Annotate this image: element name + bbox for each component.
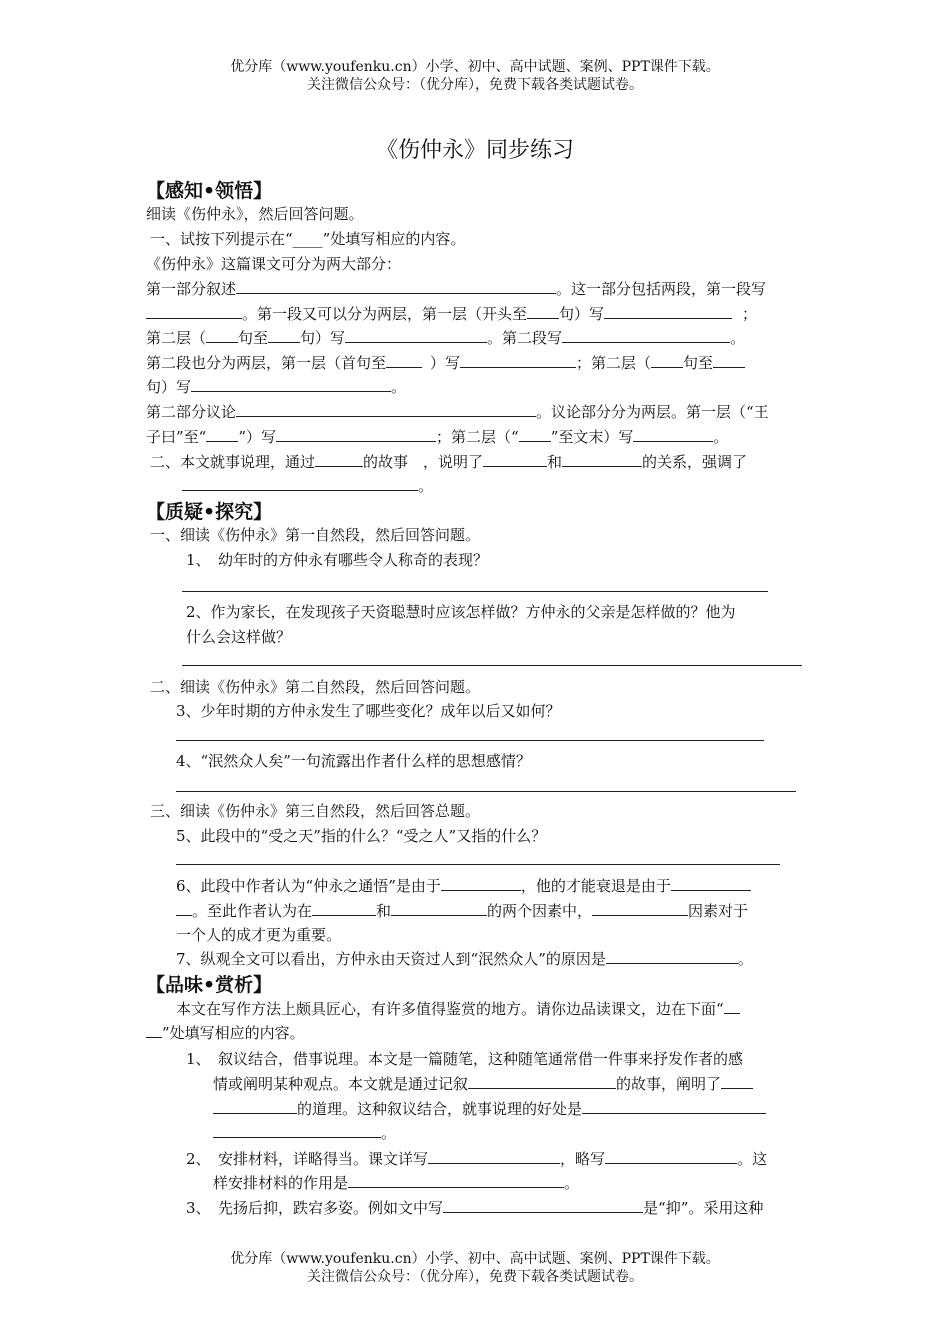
question-2-2: 二、细读《伤仲永》第二自然段，然后回答问题。 — [150, 678, 481, 696]
blank[interactable] — [460, 354, 576, 368]
blank[interactable] — [236, 280, 556, 294]
blank[interactable] — [146, 1024, 162, 1038]
fill-line-c — [146, 327, 810, 348]
fill-line-f — [146, 401, 810, 422]
text: 第二层（ — [146, 329, 207, 347]
blank[interactable] — [605, 1150, 737, 1164]
blank[interactable] — [315, 453, 363, 467]
section3-intro-line2 — [146, 1022, 810, 1043]
blank[interactable] — [713, 354, 745, 368]
blank[interactable] — [606, 950, 738, 964]
text: ”至文末）写 — [550, 428, 634, 446]
text: ”处填写相应的内容。 — [162, 1024, 305, 1042]
blank[interactable] — [604, 305, 732, 319]
text: 的道理。这种叙议结合，就事说理的好处是 — [297, 1100, 583, 1118]
section1-intro: 细读《伤仲永》，然后回答问题。 — [146, 205, 364, 223]
page-title: 《伤仲永》同步练习 — [375, 138, 574, 163]
blank[interactable] — [386, 354, 422, 368]
text: ，他的才能衰退是由于 — [520, 877, 671, 895]
text: 情或阐明某种观点。本文就是通过记叙 — [213, 1075, 469, 1093]
section3-intro-line1 — [176, 998, 840, 1019]
fill-line-d — [146, 352, 810, 373]
text: 句）写 — [146, 378, 192, 396]
text: ，略写 — [560, 1150, 606, 1168]
text: 句至 — [683, 354, 714, 372]
question-2-3: 三、细读《伤仲永》第三自然段，然后回答总题。 — [150, 802, 481, 820]
text: 。 — [564, 1174, 580, 1192]
answer-line[interactable] — [182, 591, 768, 592]
answer-line[interactable] — [182, 665, 802, 666]
item-7 — [176, 948, 840, 969]
blank[interactable] — [633, 428, 713, 442]
item-6-line1 — [176, 875, 840, 896]
blank[interactable] — [483, 453, 547, 467]
header-line-1: 优分库（www.youfenku.cn）小学、初中、高中试题、案例、PPT课件下载。 — [230, 59, 720, 75]
blank[interactable] — [391, 902, 487, 916]
text: 。 — [381, 1124, 397, 1142]
question-2-1: 一、细读《伤仲永》第一自然段，然后回答问题。 — [150, 526, 481, 544]
text: 因素对于 — [688, 902, 749, 920]
text: 。至此作者认为在 — [192, 902, 313, 920]
text: ”）写 — [238, 428, 277, 446]
text: 子曰”至“ — [146, 428, 207, 446]
blank[interactable] — [176, 902, 192, 916]
fill-line-e — [146, 376, 810, 397]
text: 是“抑”。采用这种 — [643, 1199, 764, 1217]
question-1: 一、试按下列提示在“____”处填写相应的内容。 — [150, 230, 466, 248]
blank[interactable] — [592, 902, 688, 916]
blank[interactable] — [527, 305, 559, 319]
blank[interactable] — [468, 1075, 616, 1089]
point-2-line1 — [186, 1148, 850, 1169]
point-1-line2 — [213, 1073, 877, 1094]
item-6-line2 — [176, 900, 840, 921]
text: 。 — [713, 428, 729, 446]
blank[interactable] — [582, 1100, 766, 1114]
blank[interactable] — [146, 305, 242, 319]
text: 第二段也分为两层，第一层（首句至 — [146, 354, 387, 372]
blank[interactable] — [428, 1150, 560, 1164]
text: 。 — [730, 329, 746, 347]
answer-line[interactable] — [176, 740, 764, 741]
text: 。第二段写 — [487, 329, 563, 347]
blank[interactable] — [724, 1000, 740, 1014]
text: 的两个因素中， — [487, 902, 593, 920]
text: 句至 — [238, 329, 269, 347]
item-5: 5、此段中的“受之天”指的什么？“受之人”又指的什么？ — [176, 827, 547, 845]
text: ；第二层（ — [576, 354, 652, 372]
blank[interactable] — [519, 428, 551, 442]
blank[interactable] — [236, 403, 536, 417]
answer-line[interactable] — [176, 864, 780, 865]
question-2 — [150, 451, 814, 472]
item-6-line3: 一个人的成才更为重要。 — [176, 926, 342, 944]
fill-line-g — [146, 426, 810, 447]
text: 第一部分叙述 — [146, 280, 237, 298]
text: 和 — [376, 902, 392, 920]
item-2-line2: 什么会这样做？ — [186, 628, 292, 646]
blank[interactable] — [441, 877, 521, 891]
point-1-line1: 1、 叙议结合，借事说理。本文是一篇随笔，这种随笔通常借一件事来抒发作者的感 — [186, 1050, 744, 1068]
blank[interactable] — [213, 1100, 297, 1114]
text: 第二部分议论 — [146, 403, 237, 421]
text: 和 — [547, 453, 563, 471]
blank[interactable] — [312, 902, 376, 916]
blank[interactable] — [651, 354, 683, 368]
section-heading-appreciation: 【品味•赏析】 — [146, 974, 273, 996]
fill-line-a — [146, 278, 810, 299]
blank[interactable] — [562, 329, 730, 343]
text: 。议论部分分为两层。第一层（“王 — [536, 403, 769, 421]
text: 本文在写作方法上颇具匠心，有许多值得鉴赏的地方。请你边品读课文，边在下面“ — [176, 1000, 724, 1018]
blank[interactable] — [562, 453, 642, 467]
text: ）写 — [430, 354, 461, 372]
footer-line-1: 优分库（www.youfenku.cn）小学、初中、高中试题、案例、PPT课件下载。 — [230, 1251, 720, 1267]
section-heading-inquiry: 【质疑•探究】 — [146, 501, 273, 523]
item-4: 4、“泯然众人矣”一句流露出作者什么样的思想感情？ — [176, 752, 531, 770]
point-1-line4 — [213, 1122, 877, 1143]
text: 的关系，强调了 — [642, 453, 748, 471]
text: 。第一段又可以分为两层，第一层（开头至 — [242, 305, 528, 323]
text: 3、 先扬后抑，跌宕多姿。例如文中写 — [186, 1199, 444, 1217]
text: 7、纵观全文可以看出，方仲永由天资过人到“泯然众人”的原因是 — [176, 950, 606, 968]
blank[interactable] — [182, 477, 418, 491]
text: 。 — [418, 477, 434, 495]
text: 。 — [737, 950, 753, 968]
blank[interactable] — [268, 329, 300, 343]
text: 样安排材料的作用是 — [213, 1174, 349, 1192]
text: 2、 安排材料，详略得当。课文详写 — [186, 1150, 429, 1168]
blank[interactable] — [345, 329, 487, 343]
answer-line[interactable] — [176, 791, 796, 792]
fill-line-i — [182, 475, 846, 496]
text: 。这 — [737, 1150, 768, 1168]
structure-line: 《伤仲永》这篇课文可分为两大部分： — [146, 255, 402, 273]
text: 的故事 ，说明了 — [363, 453, 484, 471]
blank[interactable] — [191, 378, 391, 392]
point-3-line1 — [186, 1197, 850, 1218]
text: 的故事，阐明了 — [616, 1075, 722, 1093]
blank[interactable] — [721, 1075, 753, 1089]
blank[interactable] — [213, 1124, 381, 1138]
text: 句）写 — [559, 305, 605, 323]
text: 句）写 — [300, 329, 346, 347]
text: ；第二层（“ — [436, 428, 519, 446]
blank[interactable] — [671, 877, 751, 891]
item-1: 1、 幼年时的方仲永有哪些令人称奇的表现？ — [186, 551, 489, 569]
section-heading-perception: 【感知•领悟】 — [146, 180, 273, 202]
text: ； — [742, 305, 758, 323]
blank[interactable] — [206, 428, 238, 442]
text: 。 — [391, 378, 407, 396]
header-line-2: 关注微信公众号：（优分库），免费下载各类试题试卷。 — [307, 77, 643, 93]
blank[interactable] — [276, 428, 436, 442]
point-2-line2 — [213, 1172, 877, 1193]
text: 二、本文就事说理，通过 — [150, 453, 316, 471]
fill-line-b — [146, 303, 810, 324]
item-3: 3、少年时期的方仲永发生了哪些变化？成年以后又如何？ — [176, 702, 561, 720]
point-1-line3 — [213, 1098, 877, 1119]
item-2-line1: 2、作为家长，在发现孩子天资聪慧时应该怎样做？方仲永的父亲是怎样做的？他为 — [186, 603, 736, 621]
text: 。这一部分包括两段，第一段写 — [556, 280, 767, 298]
blank[interactable] — [443, 1199, 643, 1213]
blank[interactable] — [348, 1174, 564, 1188]
footer-line-2: 关注微信公众号：（优分库），免费下载各类试题试卷。 — [307, 1269, 643, 1285]
text: 6、此段中作者认为“仲永之通悟”是由于 — [176, 877, 441, 895]
blank[interactable] — [206, 329, 238, 343]
